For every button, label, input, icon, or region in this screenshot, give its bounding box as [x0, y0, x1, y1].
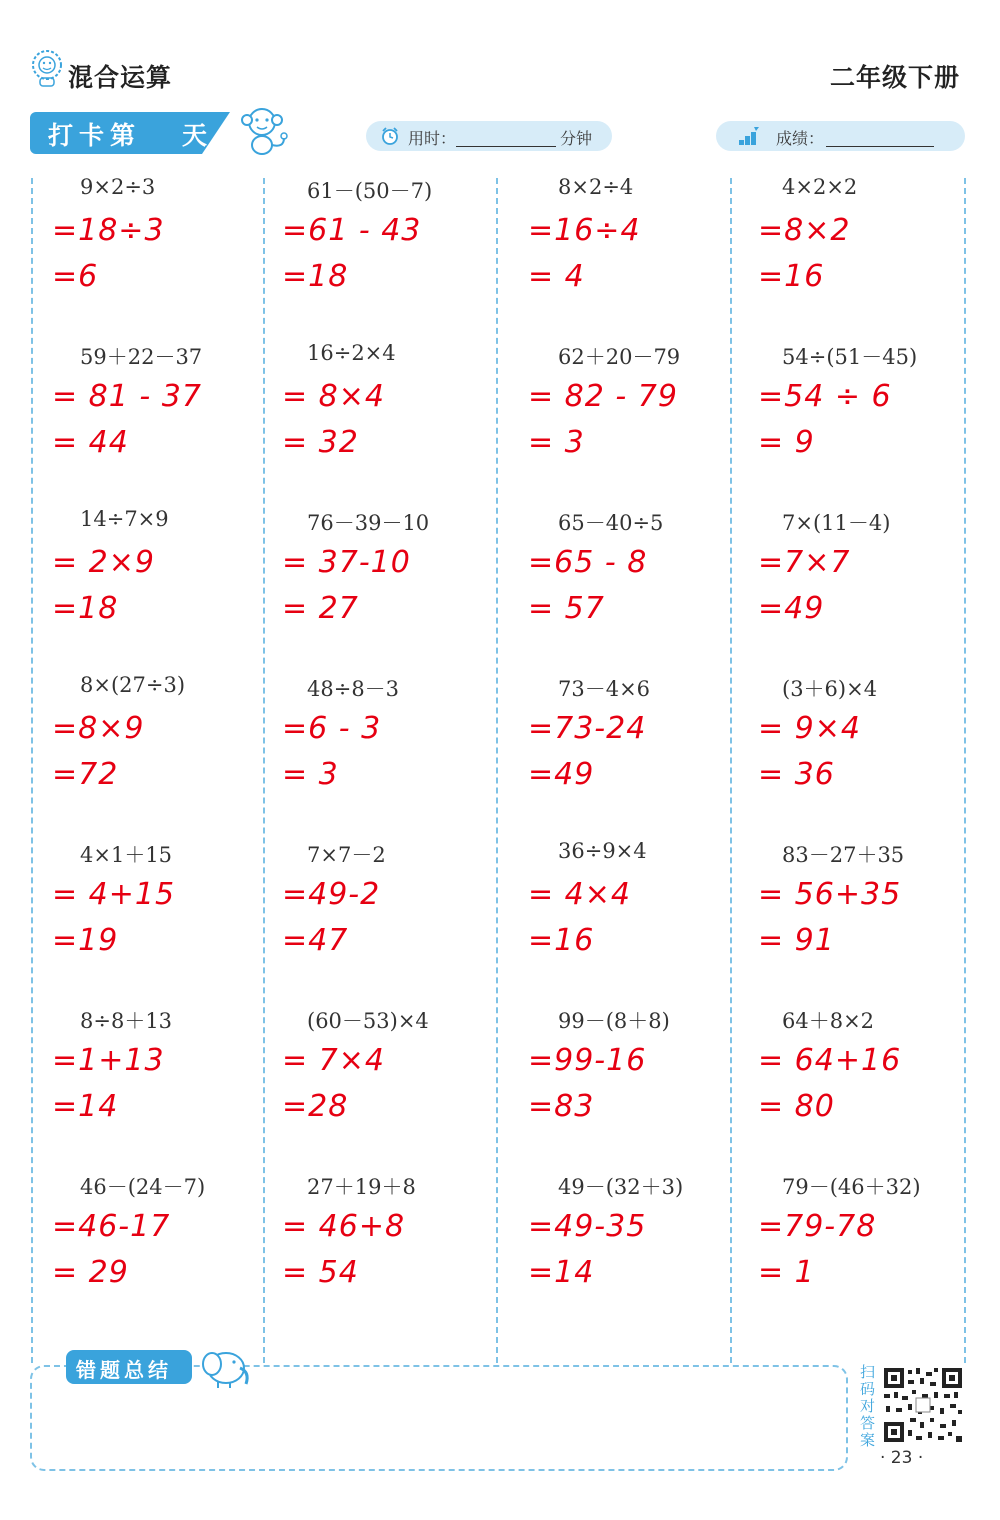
- answer-step-1: =8×9: [52, 711, 145, 746]
- problem-expression: 4×2×2: [782, 175, 858, 199]
- answer-step-2: = 3: [282, 757, 339, 792]
- qr-code-icon[interactable]: [882, 1366, 964, 1444]
- answer-step-2: =14: [52, 1089, 119, 1124]
- answer-step-2: = 3: [528, 425, 585, 460]
- answer-step-1: = 9×4: [758, 711, 861, 746]
- checkin-day-label: 天: [182, 121, 208, 150]
- answer-step-2: =18: [52, 591, 119, 626]
- problem-expression: (3＋6)×4: [782, 677, 878, 701]
- answer-step-2: = 80: [758, 1089, 835, 1124]
- answer-step-1: = 81 - 37: [52, 379, 202, 414]
- problem-expression: 64＋8×2: [782, 1009, 875, 1033]
- problem-expression: 14÷7×9: [80, 507, 169, 531]
- problem-expression: (60－53)×4: [307, 1009, 429, 1033]
- problem-expression: 27＋19＋8: [307, 1175, 416, 1199]
- problem-expression: 8×(27÷3): [80, 673, 186, 697]
- problem-expression: 49－(32＋3): [558, 1175, 684, 1199]
- answer-step-1: = 64+16: [758, 1043, 902, 1078]
- monkey-mascot-icon: [232, 100, 292, 160]
- answer-step-1: =73-24: [528, 711, 647, 746]
- alarm-clock-icon: [380, 126, 400, 146]
- answer-step-1: =99-16: [528, 1043, 647, 1078]
- score-label: 成绩：: [776, 129, 825, 148]
- answer-step-1: =6 - 3: [282, 711, 382, 746]
- answer-step-1: =49-2: [282, 877, 381, 912]
- answer-step-1: = 2×9: [52, 545, 155, 580]
- answer-step-1: =18÷3: [52, 213, 165, 248]
- score-blank[interactable]: [826, 146, 934, 147]
- answer-step-2: = 36: [758, 757, 835, 792]
- answer-step-2: =16: [758, 259, 825, 294]
- checkin-label: 打卡第: [48, 121, 142, 150]
- problem-expression: 7×7－2: [307, 843, 386, 867]
- problem-expression: 65－40÷5: [558, 511, 664, 535]
- elephant-icon: [196, 1342, 254, 1390]
- answer-step-2: = 91: [758, 923, 835, 958]
- problem-expression: 46－(24－7): [80, 1175, 206, 1199]
- answer-step-1: =79-78: [758, 1209, 877, 1244]
- answer-step-2: =14: [528, 1255, 595, 1290]
- answer-step-1: =16÷4: [528, 213, 641, 248]
- page-number: · 23 ·: [880, 1448, 924, 1468]
- problem-expression: 99－(8＋8): [558, 1009, 670, 1033]
- answer-step-2: =83: [528, 1089, 595, 1124]
- lion-logo-icon: [30, 48, 64, 88]
- answer-step-1: = 7×4: [282, 1043, 385, 1078]
- answer-step-1: = 37-10: [282, 545, 411, 580]
- answer-step-1: =46-17: [52, 1209, 171, 1244]
- answer-step-2: =49: [528, 757, 595, 792]
- answer-step-2: = 57: [528, 591, 605, 626]
- answer-step-1: = 4+15: [52, 877, 176, 912]
- problem-expression: 61－(50－7): [307, 179, 433, 203]
- answer-step-2: = 9: [758, 425, 815, 460]
- answer-step-1: = 56+35: [758, 877, 902, 912]
- answer-step-2: =6: [52, 259, 99, 294]
- answer-step-1: =61 - 43: [282, 213, 422, 248]
- problem-expression: 48÷8－3: [307, 677, 400, 701]
- problem-expression: 8÷8＋13: [80, 1009, 173, 1033]
- answer-step-2: = 29: [52, 1255, 129, 1290]
- answer-step-2: =49: [758, 591, 825, 626]
- scan-answer-label: 扫码对答案: [860, 1363, 876, 1449]
- answer-step-1: = 4×4: [528, 877, 631, 912]
- answer-step-2: = 54: [282, 1255, 359, 1290]
- problem-expression: 59＋22－37: [80, 345, 203, 369]
- answer-step-1: =8×2: [758, 213, 851, 248]
- answer-step-2: = 32: [282, 425, 359, 460]
- problem-expression: 16÷2×4: [307, 341, 396, 365]
- time-label: 用时：: [408, 129, 457, 148]
- problem-expression: 73－4×6: [558, 677, 651, 701]
- answer-step-2: =18: [282, 259, 349, 294]
- answer-step-2: =47: [282, 923, 349, 958]
- mistake-summary-label: 错题总结: [76, 1358, 172, 1382]
- problem-expression: 9×2÷3: [80, 175, 156, 199]
- answer-step-1: =54 ÷ 6: [758, 379, 892, 414]
- answer-step-2: =72: [52, 757, 119, 792]
- answer-step-1: =65 - 8: [528, 545, 648, 580]
- answer-step-1: =49-35: [528, 1209, 647, 1244]
- problem-expression: 7×(11－4): [782, 511, 891, 535]
- problem-expression: 79－(46＋32): [782, 1175, 921, 1199]
- column-divider: [263, 178, 265, 1363]
- column-divider: [730, 178, 732, 1363]
- column-divider: [496, 178, 498, 1363]
- grade-label: 二年级下册: [829, 63, 960, 92]
- answer-step-2: = 27: [282, 591, 359, 626]
- book-title: 混合运算: [68, 63, 173, 92]
- answer-step-2: = 44: [52, 425, 129, 460]
- column-divider: [964, 178, 966, 1363]
- answer-step-2: = 1: [758, 1255, 815, 1290]
- bar-steps-icon: [738, 126, 758, 146]
- answer-step-1: = 46+8: [282, 1209, 406, 1244]
- problem-expression: 76－39－10: [307, 511, 430, 535]
- answer-step-2: =28: [282, 1089, 349, 1124]
- answer-step-1: = 8×4: [282, 379, 385, 414]
- time-blank[interactable]: [456, 146, 556, 147]
- answer-step-1: = 82 - 79: [528, 379, 678, 414]
- problem-expression: 36÷9×4: [558, 839, 647, 863]
- problem-expression: 54÷(51－45): [782, 345, 918, 369]
- answer-step-2: = 4: [528, 259, 585, 294]
- problem-expression: 62＋20－79: [558, 345, 681, 369]
- time-unit: 分钟: [560, 129, 593, 148]
- answer-step-1: =7×7: [758, 545, 851, 580]
- problem-expression: 8×2÷4: [558, 175, 634, 199]
- answer-step-2: =16: [528, 923, 595, 958]
- problem-expression: 4×1＋15: [80, 843, 173, 867]
- answer-step-1: =1+13: [52, 1043, 165, 1078]
- column-divider: [31, 178, 33, 1363]
- problem-expression: 83－27＋35: [782, 843, 905, 867]
- answer-step-2: =19: [52, 923, 119, 958]
